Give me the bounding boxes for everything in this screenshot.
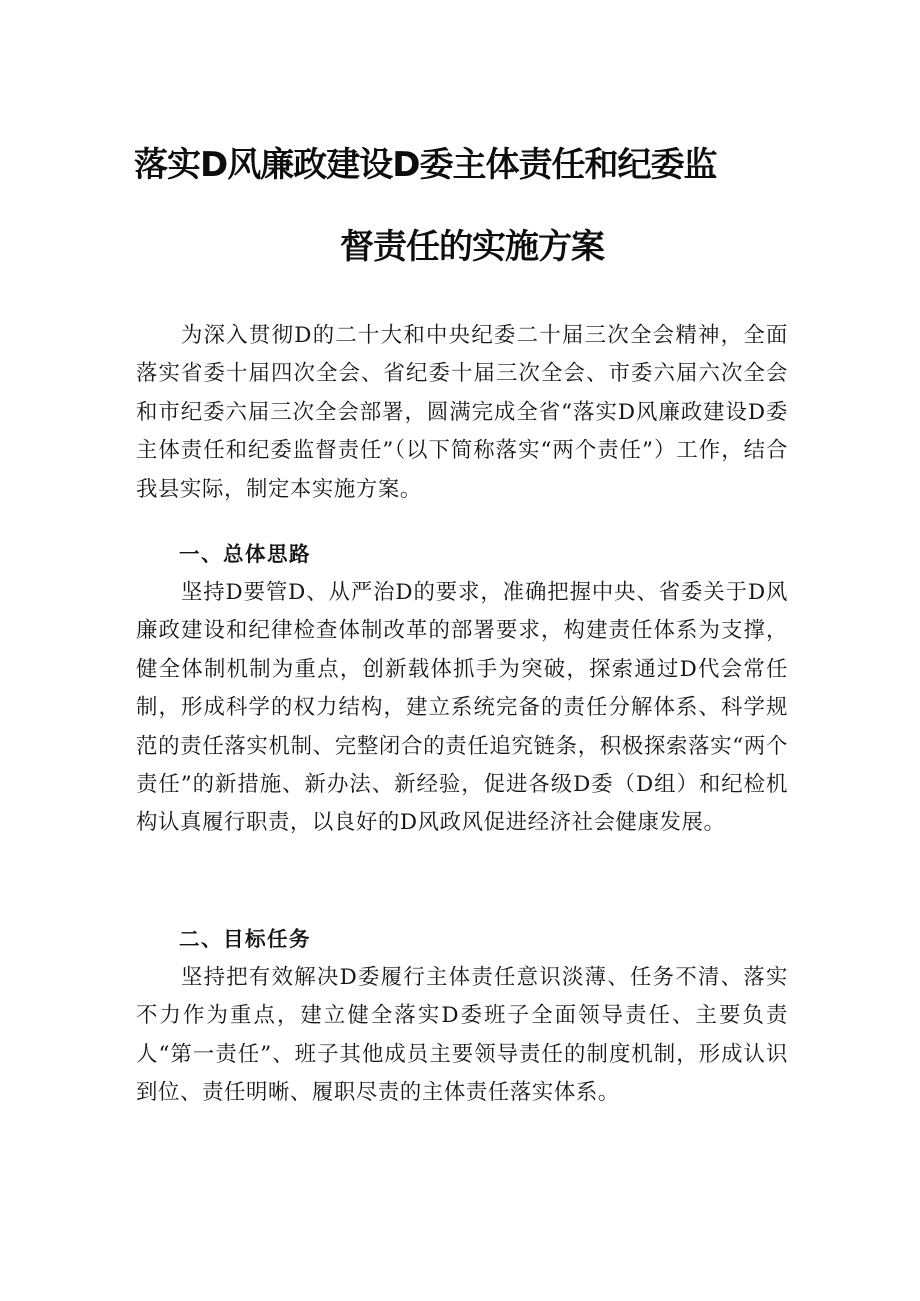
document-title-line-2: 督责任的实施方案 xyxy=(340,227,604,267)
document-title-line-1: 落实D风廉政建设D委主体责任和纪委监 xyxy=(134,145,717,185)
section-2-body-block xyxy=(136,959,788,1113)
section-1-heading-block xyxy=(136,535,788,573)
section-heading-overall-approach: 一、总体思路 xyxy=(179,542,312,566)
section-heading-goals-tasks: 二、目标任务 xyxy=(179,927,312,951)
section-paragraph-goals-tasks: 坚持把有效解决D委履行主体责任意识淡薄、任务不清、落实不力作为重点，建立健全落实D委班子全面领导责任、主要负责人“第一责任”、班子其他成员主要领导责任的制度机制，形成认识到位、责任明晰、履职尽责的主体责任落实体系。 xyxy=(136,965,788,1106)
section-paragraph-overall-approach: 坚持D要管D、从严治D的要求，准确把握中央、省委关于D风廉政建设和纪律检查体制改革的部署要求，构建责任体系为支撑，健全体制机制为重点，创新载体抓手为突破，探索通过D代会常任制，形成科学的权力结构，建立系统完备的责任分解体系、科学规范的责任落实机制、完整闭合的责任追究链条，积极探索落实“两个责任”的新措施、新办法、新经验，促进各级D委（D组）和纪检机构认真履行职责，以良好的D风政风促进经济社会健康发展。 xyxy=(136,580,788,836)
section-1-body-block xyxy=(136,574,788,843)
section-2-heading-block xyxy=(136,920,788,958)
intro-block xyxy=(136,317,788,509)
intro-paragraph: 为深入贯彻D的二十大和中央纪委二十届三次全会精神，全面落实省委十届四次全会、省纪委十届三次全会、市委六届六次全会和市纪委六届三次全会部署，圆满完成全省“落实D风廉政建设D委主体责任和纪委监督责任”（以下简称落实“两个责任”）工作，结合我县实际，制定本实施方案。 xyxy=(136,323,788,502)
